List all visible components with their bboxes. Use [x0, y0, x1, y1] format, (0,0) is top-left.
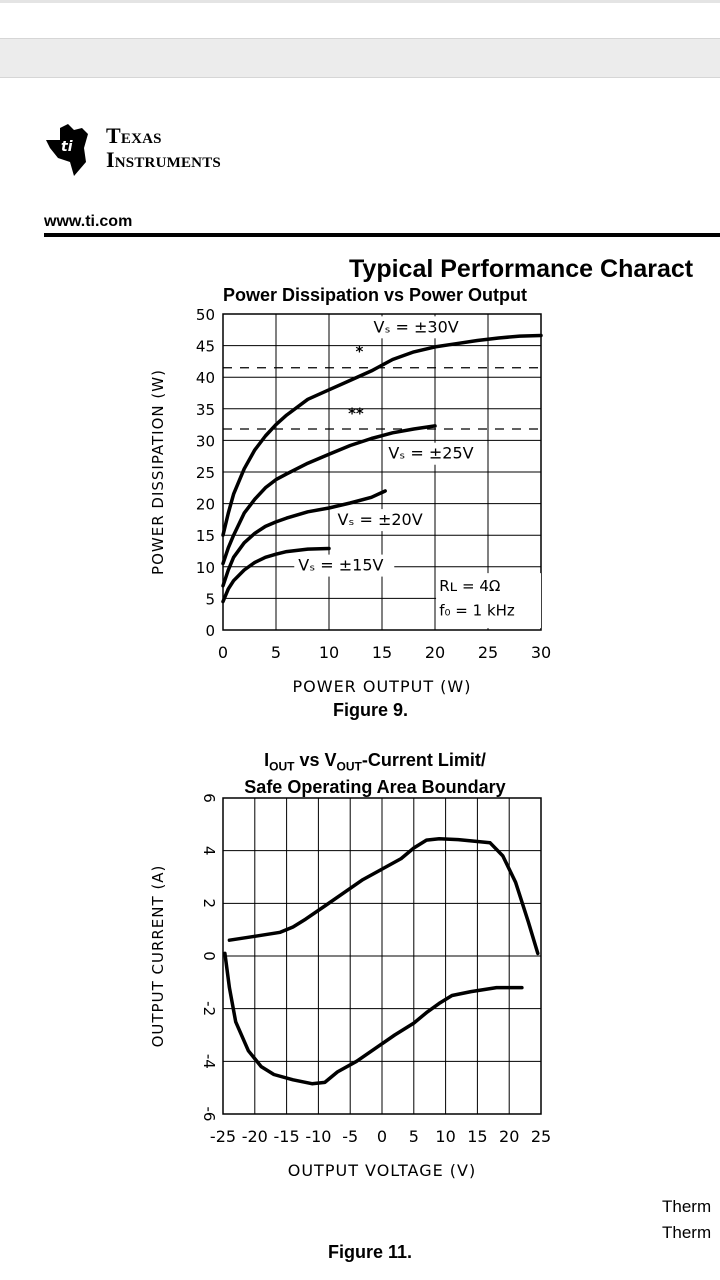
chart1-title: Power Dissipation vs Power Output: [222, 285, 528, 305]
x-tick-label: 20: [424, 643, 446, 662]
x-tick-label: -20: [241, 1127, 268, 1146]
y-tick-label: -6: [200, 1106, 218, 1122]
x-tick-label: 20: [499, 1127, 520, 1146]
ti-logo-icon: [44, 118, 104, 178]
y-tick-label: 5: [205, 590, 215, 609]
x-tick-label: 25: [477, 643, 499, 662]
y-tick-label: -4: [200, 1053, 218, 1069]
series-label-30v: Vₛ = ±30V: [373, 317, 459, 337]
x-tick-label: -25: [209, 1127, 237, 1146]
x-tick-label: 5: [408, 1127, 419, 1146]
x-tick-label: 10: [318, 643, 340, 662]
x-tick-label: 0: [217, 643, 229, 662]
y-tick-label: 35: [195, 400, 215, 419]
x-tick-label: -10: [305, 1127, 332, 1146]
y-tick-label: 10: [195, 558, 215, 577]
x-tick-label: 25: [530, 1127, 552, 1146]
y-axis-label: OUTPUT CURRENT (A): [149, 864, 167, 1048]
y-tick-label: 0: [205, 622, 215, 640]
chart2-plot: [140, 785, 570, 1195]
chart2-title-line1: $I_{OUT}$ vs $V_{OUT}$-Current Limit/: [264, 750, 486, 774]
y-tick-label: 40: [195, 369, 215, 388]
y-tick-label: 6: [200, 793, 218, 803]
logo-line-2: Instruments: [106, 147, 221, 172]
logo-line-1: Texas: [106, 123, 162, 148]
x-tick-label: 30: [530, 643, 552, 662]
x-tick-label: -15: [273, 1127, 300, 1146]
y-axis-label: POWER DISSIPATION (W): [149, 369, 167, 575]
y-tick-label: 30: [195, 432, 215, 451]
annotation-fo: f₀ = 1 kHz: [439, 601, 515, 620]
section-title: Typical Performance Charact: [349, 255, 694, 283]
x-tick-label: 15: [371, 643, 393, 662]
y-tick-label: 20: [195, 495, 215, 514]
series-line-1: [229, 839, 537, 954]
y-tick-label: 0: [200, 951, 218, 961]
y-tick-label: 45: [195, 337, 215, 356]
y-tick-label: 50: [195, 306, 215, 324]
header-rule: [44, 233, 720, 237]
figure-9-label: Figure 9.: [333, 700, 409, 720]
annotation-rl: Rʟ = 4Ω: [439, 576, 501, 595]
ti-logo: [44, 118, 284, 178]
y-tick-label: 15: [195, 527, 215, 546]
x-axis-label: POWER OUTPUT (W): [292, 677, 472, 696]
series-label-20v: Vₛ = ±20V: [337, 510, 423, 530]
y-tick-label: 2: [200, 898, 218, 909]
x-tick-label: -5: [342, 1127, 359, 1146]
chart1-plot: [140, 300, 570, 700]
x-tick-label: 15: [467, 1127, 488, 1146]
svg-text:ti: ti: [61, 139, 73, 155]
x-tick-label: 5: [270, 643, 282, 662]
x-tick-label: 10: [435, 1127, 456, 1146]
dashed-line-marker-single: *: [355, 342, 364, 361]
series-label-15v: Vₛ = ±15V: [298, 555, 384, 575]
figure-11-label: Figure 11.: [328, 1242, 413, 1262]
series-label-25v: Vₛ = ±25V: [388, 443, 474, 463]
chart2-title-line2: Safe Operating Area Boundary: [244, 776, 506, 797]
side-text-1: Therm: [662, 1197, 712, 1216]
browser-toolbar: [0, 38, 720, 78]
browser-top-edge: [0, 0, 720, 3]
y-tick-label: -2: [200, 1001, 218, 1017]
site-url-link[interactable]: www.ti.com: [44, 213, 133, 230]
y-tick-label: 25: [195, 464, 215, 482]
side-text-2: Therm: [662, 1223, 712, 1242]
dashed-line-marker-double: **: [348, 404, 364, 423]
x-tick-label: 0: [376, 1127, 388, 1146]
x-axis-label: OUTPUT VOLTAGE (V): [287, 1161, 477, 1180]
y-tick-label: 4: [200, 845, 218, 856]
